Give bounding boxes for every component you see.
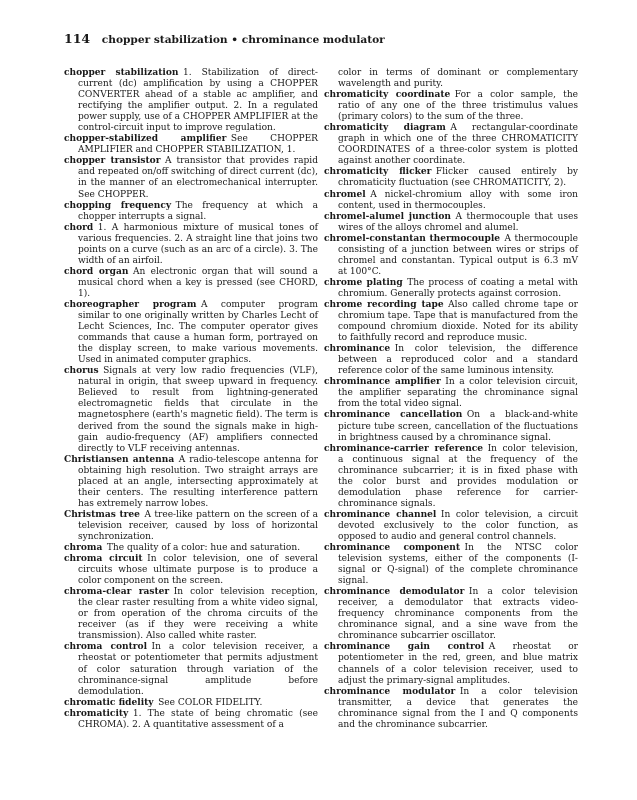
entry-definition: See COLOR FIDELITY. bbox=[158, 697, 263, 708]
entry-term: chrominance-carrier reference bbox=[324, 443, 484, 454]
dictionary-entry bbox=[324, 167, 578, 189]
entry-term: chroma-clear raster bbox=[64, 587, 170, 598]
entry-term: chopper-stabilized amplifier bbox=[64, 134, 227, 145]
entry-definition: color in terms of dominant or complementary wavelength and purity. bbox=[338, 68, 578, 90]
entry-definition: In a color television receiver, a demodulator that extracts video-frequency chrominance components from the chrominance signal, and a sine wave from the chrominance subcarrier oscillator. bbox=[338, 587, 578, 642]
dictionary-entry bbox=[64, 709, 318, 731]
entry-term: chromel-alumel junction bbox=[324, 211, 451, 222]
dictionary-entry bbox=[324, 587, 578, 642]
dictionary-entry bbox=[324, 344, 578, 377]
entry-term: chromaticity diagram bbox=[324, 123, 446, 134]
entry-term: chopping frequency bbox=[64, 200, 172, 211]
entry-definition: A tree-like pattern on the screen of a television receiver, caused by loss of horizontal synchronization. bbox=[78, 509, 318, 542]
entry-definition: A rectangular-coordinate graph in which one of the three CHROMATICITY COORDINATES of a three-color system is plotted against another coordinate. bbox=[338, 123, 578, 167]
dictionary-entry bbox=[324, 212, 578, 234]
entry-definition: See CHOPPER AMPLIFIER and CHOPPER STABILIZATION, 1. bbox=[78, 134, 318, 156]
running-header bbox=[64, 31, 385, 46]
entry-term: chorus bbox=[64, 366, 99, 377]
dictionary-entry bbox=[324, 190, 578, 212]
entry-definition: In the NTSC color television systems, either of the components (I-signal or Q-signal) of the complete chrominance signal. bbox=[338, 543, 578, 587]
dictionary-entry bbox=[324, 300, 578, 344]
entry-definition: A rheostat or potentiometer in the red, green, and blue matrix channels of a color television receiver, used to adjust the primary-signal amplitudes. bbox=[338, 642, 578, 686]
entry-definition: A nickel-chromium alloy with some iron content, used in thermocouples. bbox=[338, 189, 578, 211]
running-title: chopper stabilization • chrominance modulator bbox=[101, 34, 385, 46]
entry-definition: A computer program similar to one originally written by Charles Lecht of Lecht Sciences, Inc. The computer operator gives commands that cause a human form, portrayed on the display screen, to make various movements. Used in animated computer graphics. bbox=[78, 299, 318, 366]
entry-term: chromaticity coordinate bbox=[324, 90, 451, 101]
dictionary-entry bbox=[64, 267, 318, 300]
entry-term: chrome plating bbox=[324, 277, 403, 288]
entry-definition: Flicker caused entirely by chromaticity fluctuation (see CHROMATICITY, 2). bbox=[338, 167, 579, 189]
entry-term: chrome recording tape bbox=[324, 299, 444, 310]
dictionary-entry bbox=[324, 543, 578, 587]
entry-term: chord bbox=[64, 222, 94, 233]
entry-term: chrominance modulator bbox=[324, 686, 456, 697]
entry-definition: An electronic organ that will sound a musical chord when a key is pressed (see CHORD, 1). bbox=[78, 266, 318, 299]
entry-definition: In color television, the difference between a reproduced color and a standard reference color of the same luminous intensity. bbox=[338, 344, 578, 377]
dictionary-entry bbox=[64, 698, 318, 709]
entry-definition: In a color television receiver, a rheostat or potentiometer that permits adjustment of color saturation through variation of the chrominance-signal amplitude before demodulation. bbox=[78, 642, 318, 697]
dictionary-entry bbox=[64, 543, 318, 554]
entry-term: chroma bbox=[64, 543, 103, 554]
dictionary-entry bbox=[324, 278, 578, 300]
entry-definition: The frequency at which a chopper interrupts a signal. bbox=[78, 200, 318, 222]
entry-term: chrominance amplifier bbox=[324, 377, 441, 388]
dictionary-entry bbox=[64, 201, 318, 223]
dictionary-entry bbox=[64, 134, 318, 156]
dictionary-entry bbox=[324, 444, 578, 510]
entry-term: chroma circuit bbox=[64, 554, 143, 565]
entry-term: chrominance component bbox=[324, 543, 461, 554]
dictionary-entry bbox=[324, 234, 578, 278]
entry-definition: In color television, a continuous signal at the frequency of the chrominance subcarrier; it is in fixed phase with the color burst and provides modulation or demodulation phase reference for carrier-chrominance signals. bbox=[338, 443, 578, 509]
page-number: 114 bbox=[64, 31, 91, 46]
dictionary-entry bbox=[324, 377, 578, 410]
entry-definition: The quality of a color: hue and saturation. bbox=[106, 543, 301, 554]
entry-definition: The process of coating a metal with chromium. Generally protects against corrosion. bbox=[338, 277, 578, 299]
entry-term: chroma control bbox=[64, 642, 148, 653]
entry-definition: A thermocouple that uses wires of the alloys chromel and alumel. bbox=[338, 211, 578, 233]
entry-term: chrominance demodulator bbox=[324, 587, 465, 598]
entry-definition: A transistor that provides rapid and repeated on/off switching of direct current (dc), in the manner of an electromechanical interrupter. See CHOPPER. bbox=[78, 156, 318, 200]
dictionary-entry bbox=[324, 68, 578, 90]
entry-definition: For a color sample, the ratio of any one of the three tristimulus values (primary colors) to the sum of the three. bbox=[338, 90, 578, 123]
dictionary-entry bbox=[64, 366, 318, 454]
dictionary-entry bbox=[64, 68, 318, 134]
entry-definition: 1. Stabilization of direct-current (dc) amplification by using a CHOPPER CONVERTER ahead of a stable ac amplifier, and rectifying the amplifier output. 2. In a regulated power supply, use of a CHOPPER AMPLIFIER at the control-circuit input to improve regulation. bbox=[78, 68, 318, 134]
entry-definition: In a color television circuit, the amplifier separating the chrominance signal from the total video signal. bbox=[338, 377, 579, 410]
dictionary-entry bbox=[64, 510, 318, 543]
dictionary-entry bbox=[64, 223, 318, 267]
dictionary-entry bbox=[324, 510, 578, 543]
dictionary-entry bbox=[324, 90, 578, 123]
entry-term: Christiansen antenna bbox=[64, 454, 175, 465]
dictionary-entry bbox=[324, 687, 578, 731]
entry-definition: Also called chrome tape or chromium tape. Tape that is manufactured from the compound chromium dioxide. Noted for its ability to faithfully record and reproduce music. bbox=[338, 299, 578, 344]
entry-definition: In a color television transmitter, a device that generates the chrominance signal from the I and Q components and the chrominance subcarrier. bbox=[338, 686, 578, 730]
entry-term: chromaticity bbox=[64, 708, 129, 719]
dictionary-entry bbox=[324, 410, 578, 443]
entry-definition: On a black-and-white picture tube screen, cancellation of the fluctuations in brightness caused by a chrominance signal. bbox=[338, 410, 578, 443]
entry-definition: 1. The state of being chromatic (see CHROMA). 2. A quantitative assessment of a bbox=[78, 708, 318, 730]
dictionary-entry bbox=[324, 123, 578, 167]
entry-term: chord organ bbox=[64, 266, 129, 277]
entry-term: chrominance channel bbox=[324, 509, 437, 520]
entry-definition: A thermocouple consisting of a junction between wires or strips of chromel and constantan. Typical output is 6.3 mV at 100°C. bbox=[338, 233, 578, 277]
entry-term: Christmas tree bbox=[64, 509, 140, 520]
entry-term: chrominance bbox=[324, 344, 391, 355]
entry-definition: In color television, one of several circuits whose ultimate purpose is to produce a color component on the screen. bbox=[78, 554, 318, 587]
entry-term: chrominance cancellation bbox=[324, 410, 463, 421]
dictionary-entry bbox=[64, 642, 318, 697]
entry-term: chromel-constantan thermocouple bbox=[324, 233, 501, 244]
dictionary-entry bbox=[64, 554, 318, 587]
entry-term: chromatic fidelity bbox=[64, 697, 154, 708]
dictionary-entry bbox=[64, 587, 318, 642]
right-column bbox=[324, 68, 578, 731]
entry-definition: Signals at very low radio frequencies (VLF), natural in origin, that sweep upward in frequency. Believed to result from lightning-generated electromagnetic fields that circulate in the magnetosphere (earth's magnetic field). The term is derived from the sound the signals make in high-gain audio-frequency (AF) amplifiers connected directly to VLF receiving antennas. bbox=[78, 366, 318, 454]
dictionary-entry bbox=[64, 455, 318, 510]
entry-definition: In color television, a circuit devoted exclusively to the color function, as opposed to audio and general control channels. bbox=[338, 509, 579, 542]
dictionary-entry bbox=[324, 642, 578, 686]
left-column bbox=[64, 68, 318, 731]
entry-term: chromaticity flicker bbox=[324, 167, 432, 178]
entry-term: choreographer program bbox=[64, 299, 197, 310]
entry-term: chopper stabilization bbox=[64, 68, 179, 78]
entry-term: chrominance gain control bbox=[324, 642, 485, 653]
entry-definition: A radio-telescope antenna for obtaining high resolution. Two straight arrays are placed at an angle, intersecting approximately at their centers. The resulting interference pattern has extremely narrow lobes. bbox=[78, 454, 318, 509]
entry-definition: In color television reception, the clear raster resulting from a white video signal, or from operation of the chroma circuits of the receiver (as if they were receiving a white transmission). Also called white raster. bbox=[78, 587, 319, 642]
dictionary-entry bbox=[64, 300, 318, 366]
entry-definition: 1. A harmonious mixture of musical tones of various frequencies. 2. A straight line that joins two points on a curve (such as an arc of a circle). 3. The width of an airfoil. bbox=[78, 222, 318, 266]
entry-term: chopper transistor bbox=[64, 156, 161, 167]
dictionary-entry bbox=[64, 156, 318, 200]
entry-term: chromel bbox=[324, 189, 366, 200]
